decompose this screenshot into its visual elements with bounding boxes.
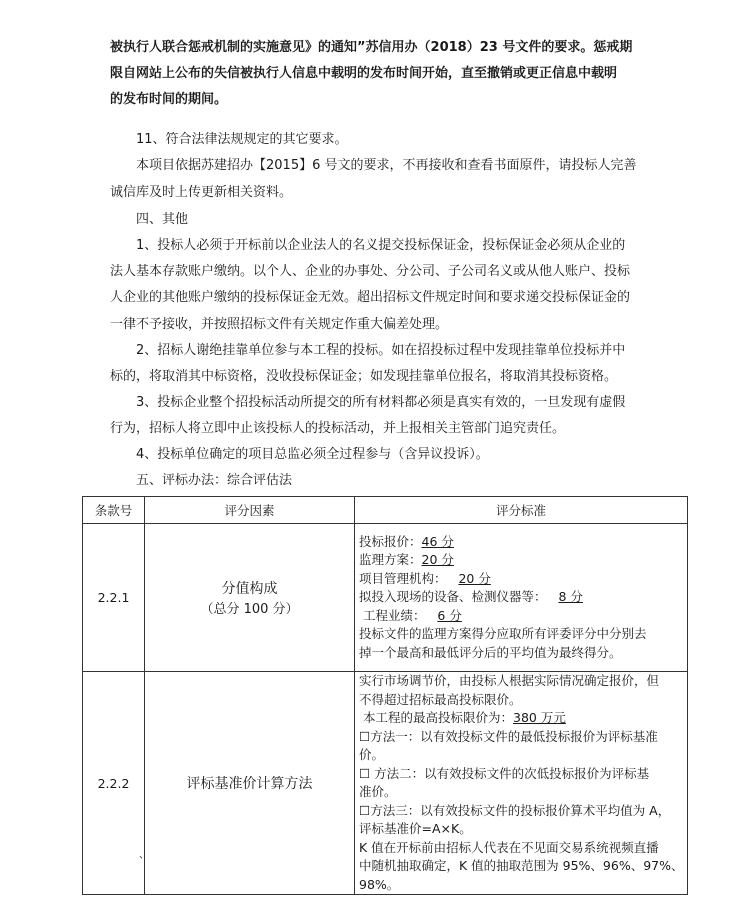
paragraph-line: 人企业的其他账户缴纳的投标保证金无效。超出招标文件规定时间和要求递交投标保证金的 [110, 290, 631, 305]
header-standard: 评分标准 [355, 497, 688, 524]
paragraph-line: 1、投标人必须于开标前以企业法人的名义提交投标保证金，投标保证金必须从企业的 [136, 238, 626, 253]
score-factor [145, 524, 355, 672]
score-item: 项目管理机构： 20 分 [359, 570, 491, 586]
note-line: 掉一个最高和最低评分后的平均值为最终得分。 [359, 644, 622, 660]
method-line: 准价。 [359, 784, 397, 799]
price-limit-line: 本工程的最高投标限价为：380 万元 [362, 710, 566, 725]
score-item: 监理方案：20 分 [359, 552, 454, 568]
method-line: 98%。 [359, 876, 400, 892]
method-line: ☐ 方法二：以有效投标文件的次低投标报价为评标基 [359, 765, 650, 781]
paragraph-line: 法人基本存款账户缴纳。以个人、企业的办事处、分公司、子公司名义或从他人账户、投标 [110, 264, 631, 279]
table-header-row [83, 497, 688, 524]
score-item: 拟投入现场的设备、检测仪器等： 8 分 [359, 589, 583, 605]
factor-title: 分值构成 [221, 581, 278, 597]
score-item: 投标报价：46 分 [359, 533, 454, 549]
method-line: 评标基准价=A×K。 [359, 821, 472, 836]
paragraph-line: 的发布时间的期间。 [110, 92, 228, 107]
header-factor: 评分因素 [145, 497, 355, 524]
paragraph-line: 本项目依据苏建招办【2015】6 号文的要求，不再接收和查看书面原件，请投标人完善 [136, 158, 637, 173]
stray-mark: 、 [139, 850, 149, 861]
score-standard [355, 524, 688, 672]
clause-number: 2.2.1 [83, 524, 145, 672]
paragraph-line: 行为，招标人将立即中止该投标人的投标活动，并上报相关主管部门追究责任。 [110, 421, 566, 436]
header-clause: 条款号 [83, 497, 145, 524]
method-line: ☐方法一：以有效投标文件的最低投标报价为评标基准 [359, 728, 658, 744]
section-heading: 五、评标办法：综合评估法 [136, 473, 293, 488]
paragraph-line: 4、投标单位确定的项目总监必须全过程参与（含异议投诉）。 [136, 447, 489, 462]
note-line: 投标文件的监理方案得分应取所有评委评分中分别去 [359, 626, 647, 642]
table-row [83, 672, 688, 895]
method-line: ☐方法三：以有效投标文件的投标报价算术平均值为 A， [359, 802, 671, 818]
score-standard [355, 672, 688, 895]
method-line: 中随机抽取确定，K 值的抽取范围为 95%、96%、97%、 [359, 858, 684, 873]
clause-number: 2.2.2 [83, 672, 145, 895]
score-item: 工程业绩： 6 分 [362, 607, 462, 623]
paragraph-line: 3、投标企业整个招投标活动所提交的所有材料都必须是真实有效的，一旦发现有虚假 [136, 395, 626, 410]
paragraph-line: 限自网站上公布的失信被执行人信息中载明的发布时间开始，直至撤销或更正信息中载明 [110, 66, 618, 81]
score-factor: 评标基准价计算方法 [145, 672, 355, 895]
paragraph-line: 2、招标人谢绝挂靠单位参与本工程的投标。如在招投标过程中发现挂靠单位投标并中 [136, 343, 626, 358]
method-line: K 值在开标前由招标人代表在不见面交易系统视频直播 [359, 839, 659, 855]
table-row [83, 524, 688, 672]
paragraph-line: 被执行人联合惩戒机制的实施意见》的通知”苏信用办（2018）23 号文件的要求。惩戒期 [110, 40, 633, 55]
section-heading: 四、其他 [136, 212, 189, 227]
paragraph-line: 诚信库及时上传更新相关资料。 [110, 185, 293, 200]
method-line: 实行市场调节价，由投标人根据实际情况确定报价，但 [359, 673, 660, 688]
factor-subtitle: （总分 100 分） [200, 602, 299, 617]
scoring-table [82, 496, 688, 895]
method-line: 价。 [359, 747, 385, 762]
method-line: 不得超过招标最高投标限价。 [359, 691, 522, 707]
paragraph-line: 11、符合法律法规规定的其它要求。 [136, 132, 348, 147]
paragraph-line: 一律不予接收，并按照招标文件有关规定作重大偏差处理。 [110, 317, 449, 332]
paragraph-line: 标的，将取消其中标资格，没收投标保证金；如发现挂靠单位报名，将取消其投标资格。 [110, 369, 618, 384]
